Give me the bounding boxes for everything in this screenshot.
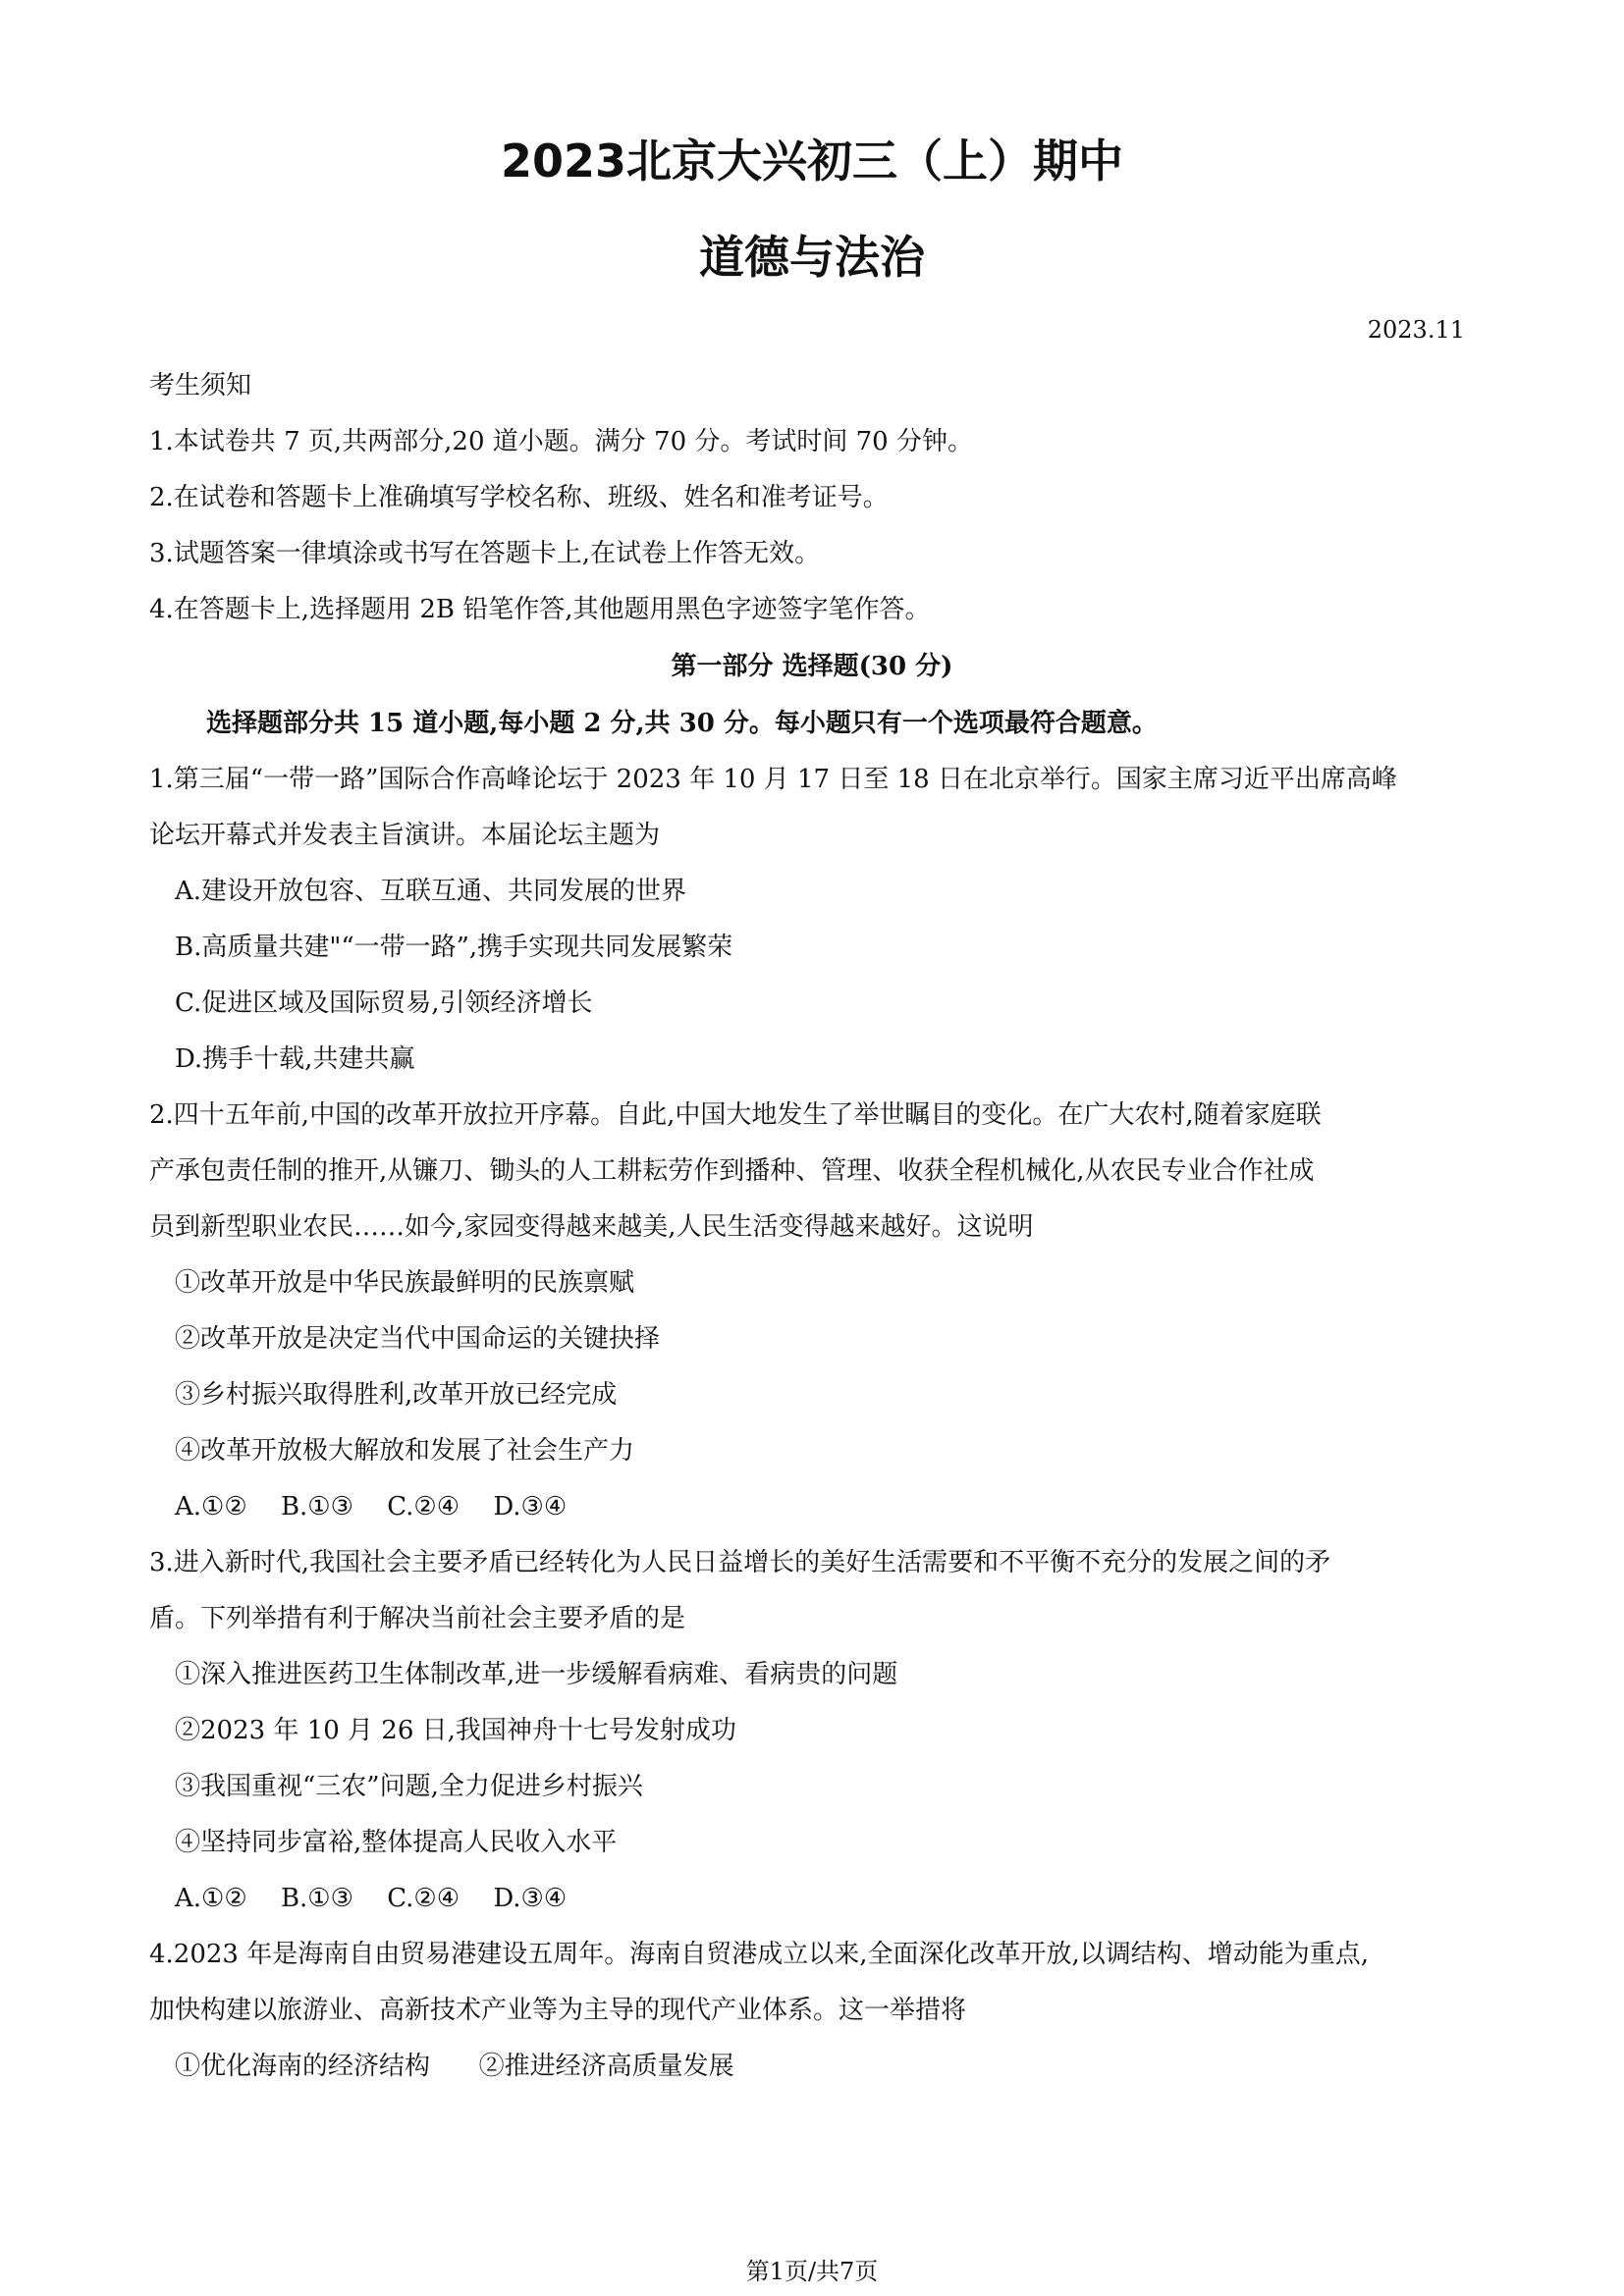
statement-item: ①深入推进医药卫生体制改革,进一步缓解看病难、看病贵的问题 [175, 1660, 898, 1689]
statement-item: ②2023 年 10 月 26 日,我国神舟十七号发射成功 [175, 1716, 736, 1745]
question-stem: 产承包责任制的推开,从镰刀、锄头的人工耕耘劳作到播种、管理、收获全程机械化,从农民专业合作社成 [149, 1156, 1315, 1186]
question-stem: 4.2023 年是海南自由贸易港建设五周年。海南自贸港成立以来,全面深化改革开放,以调结构、增动能为重点, [149, 1940, 1370, 1969]
notice-item: 2.在试卷和答题卡上准确填写学校名称、班级、姓名和准考证号。 [149, 483, 889, 512]
exam-title: 2023北京大兴初三（上）期中 [500, 134, 1124, 187]
choice-c: C.②④ [387, 1492, 460, 1522]
statement-item: ③乡村振兴取得胜利,改革开放已经完成 [175, 1380, 618, 1410]
notice-item: 4.在答题卡上,选择题用 2B 铅笔作答,其他题用黑色字迹签字笔作答。 [149, 595, 931, 624]
statement-item: ①改革开放是中华民族最鲜明的民族禀赋 [175, 1268, 635, 1298]
question-stem: 盾。下列举措有利于解决当前社会主要矛盾的是 [149, 1604, 686, 1633]
option-a: A.建设开放包容、互联互通、共同发展的世界 [175, 877, 687, 906]
choice-a: A.①② [175, 1492, 247, 1522]
exam-date: 2023.11 [1367, 316, 1465, 344]
statement-item: ②改革开放是决定当代中国命运的关键抉择 [175, 1324, 661, 1354]
answer-choices [175, 1490, 592, 1523]
section-title: 第一部分 选择题(30 分) [671, 652, 953, 681]
question-stem: 2.四十五年前,中国的改革开放拉开序幕。自此,中国大地发生了举世瞩目的变化。在广大农村,随着家庭联 [149, 1100, 1322, 1130]
statement-item: ③我国重视“三农”问题,全力促进乡村振兴 [175, 1772, 643, 1801]
choice-b: B.①③ [280, 1884, 353, 1913]
choice-b: B.①③ [280, 1492, 353, 1522]
option-d: D.携手十载,共建共赢 [175, 1044, 415, 1074]
statement-item: ①优化海南的经济结构 ②推进经济高质量发展 [175, 2052, 734, 2081]
choice-d: D.③④ [493, 1492, 568, 1522]
question-stem: 3.进入新时代,我国社会主要矛盾已经转化为人民日益增长的美好生活需要和不平衡不充分的发展之间的矛 [149, 1548, 1331, 1577]
section-instruction: 选择题部分共 15 道小题,每小题 2 分,共 30 分。每小题只有一个选项最符合题意。 [206, 709, 1158, 738]
page-number: 第1页/共7页 [745, 2258, 879, 2285]
notice-heading: 考生须知 [149, 371, 252, 400]
choice-c: C.②④ [387, 1884, 460, 1913]
choice-d: D.③④ [493, 1884, 568, 1913]
question-stem: 1.第三届“一带一路”国际合作高峰论坛于 2023 年 10 月 17 日至 18 日在北京举行。国家主席习近平出席高峰 [149, 765, 1397, 794]
answer-choices [175, 1882, 592, 1915]
statement-item: ④坚持同步富裕,整体提高人民收入水平 [175, 1828, 618, 1857]
question-stem: 员到新型职业农民……如今,家园变得越来越美,人民生活变得越来越好。这说明 [149, 1212, 1034, 1242]
question-stem: 加快构建以旅游业、高新技术产业等为主导的现代产业体系。这一举措将 [149, 1996, 967, 2025]
notice-item: 3.试题答案一律填涂或书写在答题卡上,在试卷上作答无效。 [149, 539, 821, 568]
choice-a: A.①② [175, 1884, 247, 1913]
option-b: B.高质量共建"“一带一路”,携手实现共同发展繁荣 [175, 933, 733, 962]
subject-title: 道德与法治 [699, 231, 925, 284]
notice-item: 1.本试卷共 7 页,共两部分,20 道小题。满分 70 分。考试时间 70 分钟。 [149, 427, 973, 456]
question-stem: 论坛开幕式并发表主旨演讲。本届论坛主题为 [149, 821, 661, 850]
option-c: C.促进区域及国际贸易,引领经济增长 [175, 988, 593, 1018]
statement-item: ④改革开放极大解放和发展了社会生产力 [175, 1436, 635, 1466]
